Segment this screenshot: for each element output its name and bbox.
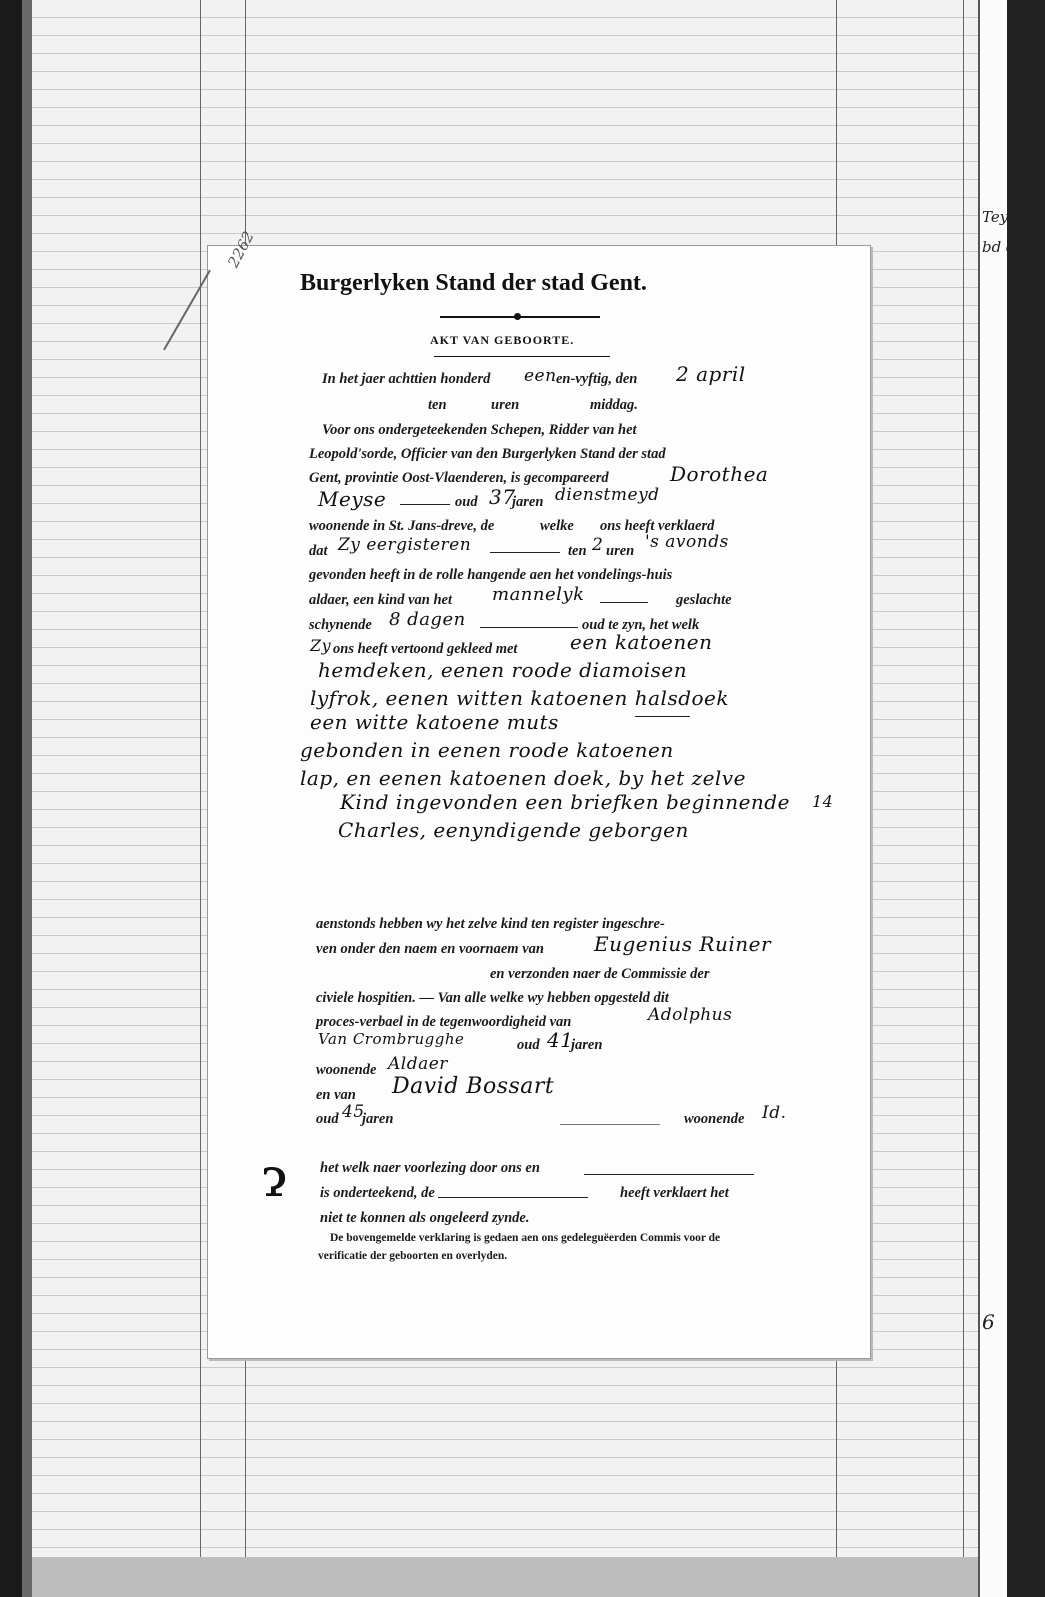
adjacent-page-text: 6 — [982, 1310, 995, 1334]
handwritten-clothing: hemdeken, eenen roode diamoisen — [318, 658, 688, 682]
fill-line — [490, 552, 560, 553]
document-title: Burgerlyken Stand der stad Gent. — [300, 270, 647, 296]
text-line: ons heeft verklaerd — [600, 518, 715, 534]
fill-line — [480, 627, 578, 628]
text-line: dat — [309, 543, 328, 559]
handwritten-clothing: lap, en eenen katoenen doek, by het zelve — [300, 766, 746, 790]
handwritten-residence: Aldaer — [388, 1054, 448, 1074]
text-line: In het jaer achttien honderd — [322, 371, 491, 387]
handwritten-date: 2 april — [676, 362, 746, 386]
subtitle-rule — [434, 356, 610, 357]
footnote-line: De bovengemelde verklaring is gedaen aen ons gedeleguëerden Commis voor de — [330, 1232, 721, 1244]
handwritten-witness: David Bossart — [392, 1074, 555, 1099]
register-number-stamp: 2262 — [224, 228, 258, 271]
handwritten-clothing: Kind ingevonden een briefken beginnende — [340, 790, 790, 814]
handwritten-margin-mark: 14 — [812, 792, 834, 811]
text-line: ten — [428, 397, 447, 413]
text-line: ven onder den naem en voornaem van — [316, 941, 544, 957]
text-line: Voor ons ondergeteekenden Schepen, Ridder van het — [322, 422, 637, 438]
ledger-bottom-band — [32, 1557, 978, 1597]
text-line: jaren — [571, 1037, 603, 1053]
handwritten-clothing: een katoenen — [570, 630, 713, 654]
text-line: schynende — [309, 617, 372, 633]
text-line: oud te zyn, het welk — [582, 617, 700, 633]
text-line: aenstonds hebben wy het zelve kind ten register ingeschre- — [316, 916, 665, 932]
fill-line — [600, 602, 648, 603]
text-line: uren — [491, 397, 520, 413]
handwritten-declarant: Dorothea — [670, 462, 769, 486]
handwritten-witness: Adolphus — [648, 1005, 733, 1025]
text-line: welke — [540, 518, 574, 534]
text-line: Gent, provintie Oost-Vlaenderen, is gecompareerd — [309, 470, 609, 486]
text-line: Leopold'sorde, Officier van den Burgerlyken Stand der stad — [309, 446, 666, 462]
scan-edge-shadow — [22, 0, 32, 1597]
handwritten-time: Zy eergisteren — [338, 535, 472, 555]
handwritten-clothing: gebonden in eenen roode katoenen — [300, 738, 674, 762]
divider-ornament — [514, 313, 521, 320]
text-line: het welk naer voorlezing door ons en — [320, 1160, 540, 1176]
adjacent-page-text: bd de — [982, 238, 1025, 256]
text-line: middag. — [590, 397, 638, 413]
ledger-margin-line — [963, 0, 964, 1597]
handwritten-age: 8 dagen — [389, 609, 466, 630]
handwritten-residence: Id. — [762, 1103, 787, 1123]
handwritten-occupation: dienstmeyd — [555, 485, 660, 505]
text-line: gevonden heeft in de rolle hangende aen het vondelings-huis — [309, 567, 673, 583]
text-line: oud — [517, 1037, 540, 1053]
text-line: en verzonden naer de Commissie der — [490, 966, 710, 982]
handwritten-clothing: Charles, eenyndigende geborgen — [338, 818, 689, 842]
text-line: heeft verklaert het — [620, 1185, 729, 1201]
text-line: jaren — [512, 494, 544, 510]
text-line: is onderteekend, de — [320, 1185, 435, 1201]
text-line: en-vyftig, den — [556, 371, 638, 387]
text-line: jaren — [362, 1111, 394, 1127]
handwritten-bracket-mark: ɂ — [262, 1146, 288, 1209]
fill-line — [635, 716, 690, 717]
handwritten-age: 37 — [489, 485, 516, 509]
text-line: proces-verbael in de tegenwoordigheid van — [316, 1014, 572, 1030]
handwritten-witness-age: 41 — [547, 1028, 574, 1052]
text-line: uren — [606, 543, 635, 559]
text-line: woonende in St. Jans-dreve, de — [309, 518, 495, 534]
scan-edge-left — [0, 0, 22, 1597]
text-line: niet te konnen als ongeleerd zynde. — [320, 1210, 530, 1226]
handwritten-witness: Van Crombrugghe — [318, 1030, 465, 1048]
handwritten-hour: 2 — [592, 535, 604, 555]
text-line: geslachte — [676, 592, 732, 608]
text-line: woonende — [684, 1111, 745, 1127]
text-line: woonende — [316, 1062, 377, 1078]
handwritten-declarant: Meyse — [318, 487, 387, 511]
handwritten-sex: mannelyk — [492, 584, 585, 605]
fill-line — [400, 504, 450, 505]
fill-line — [560, 1124, 660, 1125]
text-line: ten — [568, 543, 587, 559]
handwritten-time: 's avonds — [645, 532, 729, 552]
ledger-margin-line — [200, 0, 201, 1597]
text-line: oud — [455, 494, 478, 510]
handwritten-clothing: lyfrok, eenen witten katoenen halsdoek — [310, 686, 729, 710]
text-line: civiele hospitien. — Van alle welke wy hebben opgesteld dit — [316, 990, 669, 1006]
text-line: en van — [316, 1087, 356, 1103]
fill-line — [438, 1197, 588, 1198]
adjacent-page-text: Teyl — [982, 208, 1013, 226]
text-line: ons heeft vertoond gekleed met — [333, 641, 518, 657]
footnote-line: verificatie der geboorten en overlyden. — [318, 1250, 508, 1262]
text-line: oud — [316, 1111, 339, 1127]
handwritten-child-name: Eugenius Ruiner — [594, 932, 772, 956]
handwritten-witness-age: 45 — [342, 1102, 365, 1122]
handwritten-year: een — [524, 366, 557, 386]
fill-line — [584, 1174, 754, 1175]
handwritten-clothing: een witte katoene muts — [310, 710, 559, 734]
document-subtitle: AKT VAN GEBOORTE. — [430, 333, 575, 347]
text-line: aldaer, een kind van het — [309, 592, 452, 608]
handwritten-mark: Zy — [310, 636, 332, 655]
